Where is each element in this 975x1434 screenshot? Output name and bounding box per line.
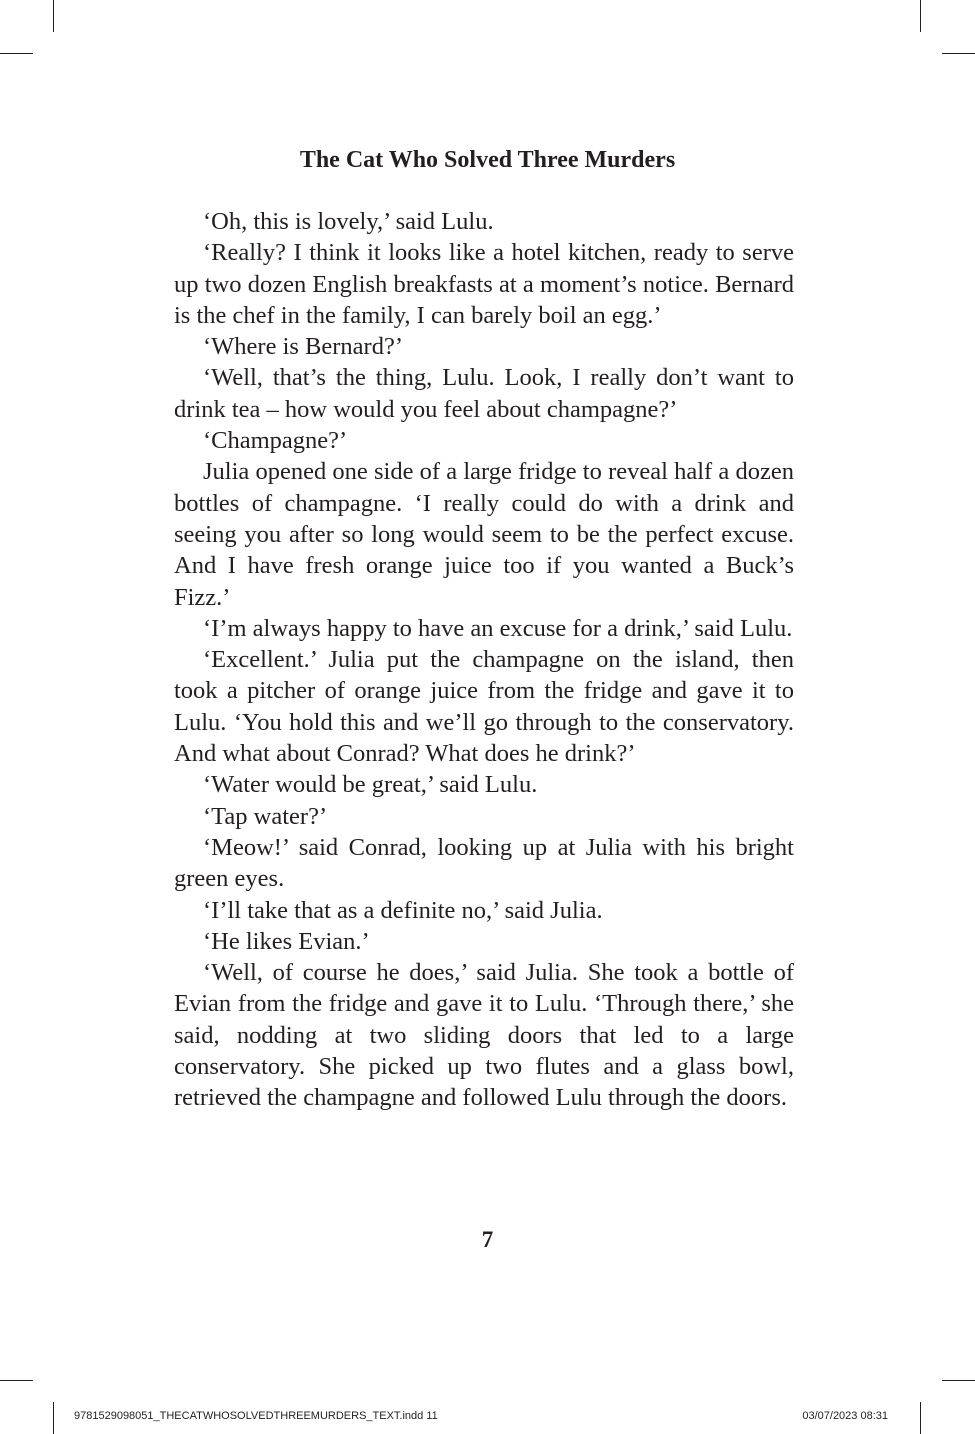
page-number: 7 xyxy=(481,1227,494,1252)
crop-mark-top-right xyxy=(920,0,921,32)
crop-mark-bottom-left xyxy=(53,1402,54,1434)
crop-mark-top-left xyxy=(53,0,54,32)
paragraph: ‘He likes Evian.’ xyxy=(203,927,370,955)
paragraph: Julia opened one side of a large fridge to reveal half a dozen bottles of champagne. ‘I really could do with a drink and seeing you after so long would seem to be the perfect excuse. And I have fresh orange juice too if you wanted a Buck’s Fizz.’ xyxy=(174,458,794,611)
slug-filename: 9781529098051_THECATWHOSOLVEDTHREEMURDERS_TEXT.indd 11 xyxy=(74,1410,438,1422)
crop-mark-top-right-h xyxy=(942,53,975,54)
paragraph: ‘Excellent.’ Julia put the champagne on the island, then took a pitcher of orange juice from the fridge and gave it to Lulu. ‘You hold this and we’ll go through to the conservatory. And what about Conrad? What does he drink?’ xyxy=(174,646,794,768)
body-text xyxy=(174,206,794,1114)
crop-mark-bottom-left-h xyxy=(0,1380,33,1381)
paragraph: ‘Water would be great,’ said Lulu. xyxy=(203,771,538,799)
paragraph: ‘Meow!’ said Conrad, looking up at Julia with his bright green eyes. xyxy=(174,833,794,893)
paragraph: ‘I’m always happy to have an excuse for a drink,’ said Lulu. xyxy=(203,614,793,642)
paragraph: ‘Where is Bernard?’ xyxy=(203,333,403,361)
paragraph: ‘I’ll take that as a definite no,’ said Julia. xyxy=(203,896,603,924)
crop-mark-bottom-right xyxy=(920,1402,921,1434)
paragraph: ‘Well, that’s the thing, Lulu. Look, I really don’t want to drink tea – how would you feel about champagne?’ xyxy=(174,364,794,423)
paragraph: ‘Really? I think it looks like a hotel kitchen, ready to serve up two dozen English breakfasts at a moment’s notice. Bernard is the chef in the family, I can barely boil an egg.’ xyxy=(174,239,794,329)
running-head: The Cat Who Solved Three Murders xyxy=(299,147,676,173)
paragraph: ‘Oh, this is lovely,’ said Lulu. xyxy=(203,208,494,235)
paragraph: ‘Champagne?’ xyxy=(203,427,348,455)
crop-mark-top-left-h xyxy=(0,53,33,54)
slug-timestamp: 03/07/2023 08:31 xyxy=(802,1410,888,1422)
crop-mark-bottom-right-h xyxy=(942,1380,975,1381)
paragraph: ‘Tap water?’ xyxy=(203,802,328,830)
paragraph: ‘Well, of course he does,’ said Julia. She took a bottle of Evian from the fridge and gave it to Lulu. ‘Through there,’ she said, nodding at two sliding doors that led to a large conservatory. She picked up two flutes and a glass bowl, retrieved the champagne and followed Lulu through the doors. xyxy=(174,959,794,1112)
